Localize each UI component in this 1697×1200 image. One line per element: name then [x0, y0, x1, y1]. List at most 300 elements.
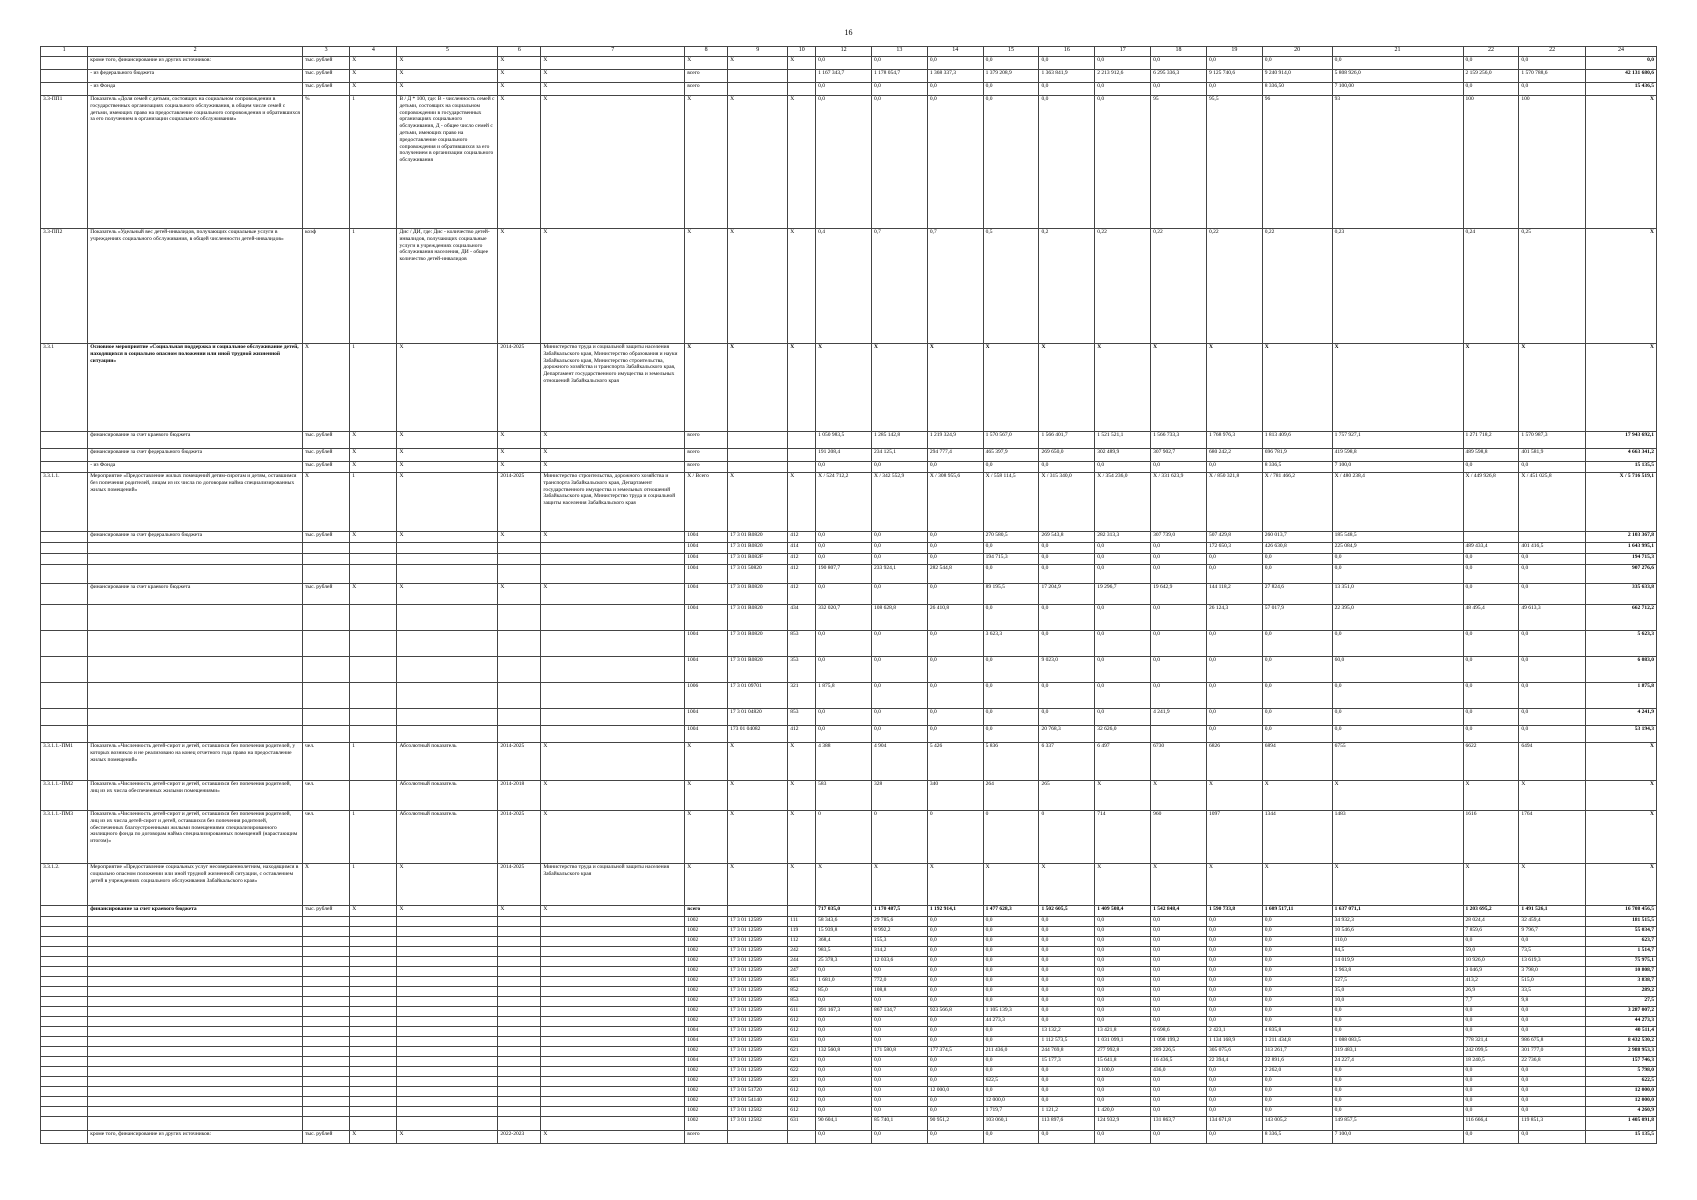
table-cell: 419 598,8 [1332, 449, 1463, 462]
table-cell: Х [788, 96, 816, 229]
table-cell: 1 219 324,9 [927, 432, 983, 449]
table-cell: 1 [350, 864, 397, 906]
table-cell [302, 1077, 349, 1087]
table-cell: 225 084,9 [1332, 543, 1463, 554]
table-cell [88, 631, 303, 657]
table-cell: 7 859,6 [1463, 927, 1519, 937]
total-cell: 335 633,8 [1585, 584, 1656, 605]
table-cell: 0,0 [1151, 1107, 1207, 1117]
table-cell: 0,0 [1039, 967, 1095, 977]
table-cell: 0,0 [927, 554, 983, 565]
table-cell [88, 1087, 303, 1097]
table-cell [88, 1107, 303, 1117]
table-cell [498, 657, 541, 683]
table-cell [350, 1097, 397, 1107]
table-cell [88, 554, 303, 565]
table-cell: Х [983, 864, 1039, 906]
table-cell [302, 605, 349, 631]
table-cell [728, 462, 788, 473]
table-cell [541, 1077, 685, 1087]
table-cell: Х [1206, 864, 1262, 906]
table-cell: 0,0 [927, 927, 983, 937]
table-cell: 426 630,8 [1262, 543, 1332, 554]
table-cell [541, 1027, 685, 1037]
table-cell: 0,0 [1151, 947, 1207, 957]
table-cell [498, 1097, 541, 1107]
table-cell: 0,0 [1463, 631, 1519, 657]
table-cell: 5 426 [927, 743, 983, 781]
table-cell: 0,0 [927, 683, 983, 709]
table-cell: чел. [302, 743, 349, 781]
column-number-cell: 21 [1332, 47, 1463, 57]
table-cell: Основное мероприятие «Социальная поддержка и социальное обслуживание детей, находящихся в социально опасном положении или иной трудной жизненной ситуации» [88, 344, 303, 432]
table-cell: 1004 [685, 532, 728, 543]
table-cell: 0,0 [1262, 631, 1332, 657]
table-cell: 0,0 [1206, 565, 1262, 584]
table-cell [41, 977, 88, 987]
total-cell: Х [1585, 96, 1656, 229]
table-cell: 10 546,6 [1332, 927, 1463, 937]
table-cell [302, 1027, 349, 1037]
table-cell: 0,0 [1206, 1017, 1262, 1027]
table-cell [541, 1087, 685, 1097]
table-cell: 621 [788, 1057, 816, 1067]
table-cell: 1 566 733,3 [1151, 432, 1207, 449]
table-cell: 515,0 [1519, 977, 1586, 987]
table-cell: 0,0 [1151, 957, 1207, 967]
table-cell: Х / Всего [685, 473, 728, 532]
table-cell: 103 060,1 [983, 1117, 1039, 1131]
table-cell: 412 [788, 554, 816, 565]
table-cell: 234 125,1 [871, 449, 927, 462]
table-cell: 0,0 [1039, 631, 1095, 657]
table-cell [498, 947, 541, 957]
table-cell: Х [1519, 781, 1586, 811]
table-cell [498, 605, 541, 631]
table-cell: 1 757 927,1 [1332, 432, 1463, 449]
table-cell: Х [1262, 864, 1332, 906]
table-cell: 0,0 [1095, 605, 1151, 631]
table-cell: 0,0 [1039, 543, 1095, 554]
table-cell: 332 020,7 [816, 605, 872, 631]
table-cell: 119 851,3 [1519, 1117, 1586, 1131]
table-cell: 0,0 [1519, 565, 1586, 584]
table-cell: Дис / ДИ, где: Дис - количество детей-инвалидов, получающих социальные услуги в учреждениях социального обслуживания населения, ДИ - общее количество детей-инвалидов [397, 229, 498, 344]
table-row [41, 1057, 1657, 1067]
table-cell: 1004 [685, 554, 728, 565]
table-row [41, 947, 1657, 957]
table-cell: 0,0 [1039, 927, 1095, 937]
table-cell: 0,0 [816, 709, 872, 726]
table-cell: 0,0 [1151, 1097, 1207, 1107]
table-cell: 0,0 [1332, 1067, 1463, 1077]
table-cell: 0,0 [871, 83, 927, 96]
column-number-cell: 20 [1262, 47, 1332, 57]
total-cell: Х [1585, 229, 1656, 344]
table-cell: 0,0 [871, 1131, 927, 1144]
table-cell: 1 363 841,9 [1039, 70, 1095, 83]
table-cell [498, 554, 541, 565]
table-cell: 111 [788, 917, 816, 927]
table-cell: 0,0 [1095, 997, 1151, 1007]
table-cell: 95 [1151, 96, 1207, 229]
table-cell: 0,0 [983, 657, 1039, 683]
table-row [41, 917, 1657, 927]
table-cell [541, 683, 685, 709]
table-cell: 1004 [685, 1037, 728, 1047]
table-cell: 90 604,1 [816, 1117, 872, 1131]
table-cell: 1 050 983,5 [816, 432, 872, 449]
table-cell [41, 543, 88, 554]
table-cell: 1764 [1519, 811, 1586, 864]
table-cell: Х [728, 743, 788, 781]
table-cell: Х [1519, 344, 1586, 432]
total-cell: 16 708 456,5 [1585, 906, 1656, 917]
table-cell: всего [685, 83, 728, 96]
table-cell: 0,0 [1519, 709, 1586, 726]
table-row [41, 657, 1657, 683]
table-cell: 0,0 [871, 1087, 927, 1097]
table-cell: 1002 [685, 1087, 728, 1097]
table-cell: 2 213 912,6 [1095, 70, 1151, 83]
total-cell: Х / 5 716 519,1 [1585, 473, 1656, 532]
table-cell: 3.3.1.1. [41, 473, 88, 532]
table-cell: Х [1262, 781, 1332, 811]
table-cell: 0,0 [1463, 1007, 1519, 1017]
table-cell [541, 565, 685, 584]
table-cell: Х / 524 712,2 [816, 473, 872, 532]
table-cell: Х / 342 552,9 [871, 473, 927, 532]
total-cell: 8 432 530,2 [1585, 1037, 1656, 1047]
table-cell: 4 241,9 [1151, 709, 1207, 726]
table-row [41, 462, 1657, 473]
page-number: 16 [844, 28, 853, 37]
table-cell [41, 57, 88, 70]
table-cell: 8 992,2 [871, 927, 927, 937]
table-cell: чел. [302, 781, 349, 811]
table-cell: финансирование за счет краевого бюджета [88, 906, 303, 917]
table-cell: 0,0 [871, 997, 927, 1007]
table-cell: 17 3 01 12589 [728, 917, 788, 927]
table-cell: 0,0 [816, 462, 872, 473]
table-cell: 1616 [1463, 811, 1519, 864]
table-cell: 0,0 [927, 57, 983, 70]
table-cell: 612 [788, 1027, 816, 1037]
table-cell [498, 1077, 541, 1087]
table-cell [498, 977, 541, 987]
table-cell [498, 1067, 541, 1077]
table-cell: 0,0 [1151, 631, 1207, 657]
table-cell: 17 3 01 12589 [728, 967, 788, 977]
table-cell [88, 657, 303, 683]
table-cell: Х / 451 025,8 [1519, 473, 1586, 532]
table-cell: Х [541, 781, 685, 811]
table-cell: всего [685, 432, 728, 449]
table-cell: - из федерального бюджета [88, 70, 303, 83]
table-cell: Х [397, 432, 498, 449]
table-cell [397, 1057, 498, 1067]
table-cell: 3 963,8 [1332, 967, 1463, 977]
table-row [41, 1037, 1657, 1047]
table-cell: 29 785,6 [871, 917, 927, 927]
table-cell: 0,0 [1262, 1087, 1332, 1097]
table-cell: Х [1206, 781, 1262, 811]
table-cell: 100 [1519, 96, 1586, 229]
table-cell: 0,0 [871, 543, 927, 554]
total-cell: 1 514,7 [1585, 947, 1656, 957]
table-cell: 0,0 [1519, 631, 1586, 657]
table-cell [397, 1047, 498, 1057]
table-cell: 0,23 [1332, 229, 1463, 344]
table-cell: 772,0 [871, 977, 927, 987]
table-cell: 0,0 [816, 1131, 872, 1144]
table-cell: 155,3 [871, 937, 927, 947]
table-row [41, 532, 1657, 543]
table-cell: 0,0 [871, 726, 927, 743]
table-cell: Х [788, 344, 816, 432]
table-cell: Х [728, 811, 788, 864]
table-cell: тыс. рублей [302, 432, 349, 449]
table-cell: 0,0 [1262, 683, 1332, 709]
table-cell: 9 796,7 [1519, 927, 1586, 937]
table-cell: 1002 [685, 1117, 728, 1131]
table-cell: 3.3-ПП1 [41, 96, 88, 229]
total-cell: 1 875,8 [1585, 683, 1656, 709]
table-cell [397, 997, 498, 1007]
table-cell: Х [728, 96, 788, 229]
table-cell: 9 023,0 [1039, 657, 1095, 683]
table-cell: 0,0 [1095, 1087, 1151, 1097]
total-cell: 10 808,7 [1585, 967, 1656, 977]
table-cell: 9,8 [1519, 997, 1586, 1007]
table-cell: 0,0 [1151, 57, 1207, 70]
table-cell: 0,0 [1519, 726, 1586, 743]
table-cell [788, 1131, 816, 1144]
table-cell [788, 449, 816, 462]
column-number-cell: 6 [498, 47, 541, 57]
table-cell: Х [498, 462, 541, 473]
table-cell: 0,0 [1332, 1107, 1463, 1117]
table-cell: 144 118,2 [1206, 584, 1262, 605]
table-cell [41, 70, 88, 83]
table-cell: 0,0 [1463, 709, 1519, 726]
table-cell: тыс. рублей [302, 70, 349, 83]
table-cell: 0,7 [871, 229, 927, 344]
table-cell: Х [541, 449, 685, 462]
table-cell [302, 977, 349, 987]
table-cell [41, 967, 88, 977]
table-cell: 0,0 [983, 1027, 1039, 1037]
table-cell [41, 605, 88, 631]
table-cell: 853 [788, 997, 816, 1007]
table-cell: 22 891,6 [1262, 1057, 1332, 1067]
table-cell: Х [350, 432, 397, 449]
table-cell [397, 937, 498, 947]
table-cell [498, 987, 541, 997]
table-cell: финансирование за счет федерального бюджета [88, 532, 303, 543]
table-cell [302, 937, 349, 947]
table-cell: 0,0 [927, 83, 983, 96]
table-cell [88, 1057, 303, 1067]
table-cell: 0,0 [1095, 657, 1151, 683]
table-cell: 17 3 01 12589 [728, 927, 788, 937]
table-cell: Х [1332, 344, 1463, 432]
table-cell [541, 1047, 685, 1057]
table-cell: 59,0 [1463, 947, 1519, 957]
total-cell: 55 034,7 [1585, 927, 1656, 937]
table-cell [41, 83, 88, 96]
table-cell: 0,0 [927, 462, 983, 473]
table-cell: 612 [788, 1087, 816, 1097]
table-cell [41, 1017, 88, 1027]
table-row [41, 1027, 1657, 1037]
table-cell: 1483 [1332, 811, 1463, 864]
table-cell [302, 1087, 349, 1097]
table-cell: 0 [1039, 811, 1095, 864]
total-cell: 17 943 692,1 [1585, 432, 1656, 449]
table-cell [541, 947, 685, 957]
table-cell: 0,0 [1463, 1017, 1519, 1027]
table-cell: 0,0 [927, 957, 983, 967]
table-cell: 0,0 [1039, 997, 1095, 1007]
table-cell [88, 1027, 303, 1037]
table-cell: 22 395,0 [1332, 605, 1463, 631]
table-cell: 0,0 [1463, 1097, 1519, 1107]
table-cell: 12 000,0 [983, 1097, 1039, 1107]
table-cell: Х [350, 1131, 397, 1144]
table-cell [788, 906, 816, 917]
total-cell: 5 798,0 [1585, 1067, 1656, 1077]
column-number-cell: 13 [871, 47, 927, 57]
table-cell: Х [350, 906, 397, 917]
table-cell: Министерство строительства, дорожного хозяйства и транспорта Забайкальского края, Департамент государственного имущества и земельных отношений Забайкальского края, Министерство труда и социальной защиты населения Забайкальского края [541, 473, 685, 532]
table-cell: 321 [788, 683, 816, 709]
table-cell: 17 3 01 12589 [728, 1037, 788, 1047]
table-cell: 0,0 [1519, 1017, 1586, 1027]
table-cell: 0,0 [1039, 1067, 1095, 1077]
total-cell: 907 276,6 [1585, 565, 1656, 584]
table-cell: 1 570 987,3 [1519, 432, 1586, 449]
table-cell: 1 768 976,3 [1206, 432, 1262, 449]
table-cell: Х [1095, 781, 1151, 811]
table-cell: 0,0 [927, 1057, 983, 1067]
table-cell: 1 637 071,1 [1332, 906, 1463, 917]
table-cell: 0,0 [1262, 565, 1332, 584]
column-number-cell: 10 [788, 47, 816, 57]
table-cell: 0,0 [816, 57, 872, 70]
table-cell: Х [498, 906, 541, 917]
table-cell: 0,0 [1039, 565, 1095, 584]
table-cell: 0,0 [983, 1057, 1039, 1067]
total-cell: Х [1585, 864, 1656, 906]
table-row [41, 781, 1657, 811]
table-cell: 8 336,5 [1262, 1131, 1332, 1144]
table-cell: 0,0 [1206, 1131, 1262, 1144]
table-cell [302, 1097, 349, 1107]
table-cell: Х [816, 344, 872, 432]
table-cell: тыс. рублей [302, 83, 349, 96]
table-cell: Показатель «Доля семей с детьми, состоящих на социальном сопровождении в государственных организациях социального обслуживания, в общем числе семей с детьми, имеющих право на предоставление социального сопровождения и обратившихся за его получением в организации социального обслуживания» [88, 96, 303, 229]
table-cell: 0,0 [927, 987, 983, 997]
table-cell: 57 017,9 [1262, 605, 1332, 631]
program-table [40, 46, 1657, 1144]
table-cell [302, 565, 349, 584]
table-cell: 211 436,0 [983, 1047, 1039, 1057]
table-cell: 1004 [685, 605, 728, 631]
table-cell: Х [983, 344, 1039, 432]
table-cell: 6622 [1463, 743, 1519, 781]
table-cell: 10,0 [1332, 997, 1463, 1007]
table-cell: 0,0 [1519, 57, 1586, 70]
table-cell: 0,0 [927, 726, 983, 743]
table-cell: 0,0 [1519, 657, 1586, 683]
table-cell: Абсолютный показатель [397, 781, 498, 811]
table-cell: 289 226,5 [1151, 1047, 1207, 1057]
table-cell: 391 167,3 [816, 1007, 872, 1017]
table-cell: 4 835,8 [1262, 1027, 1332, 1037]
table-cell: Х [1095, 864, 1151, 906]
table-cell: 0,0 [1206, 997, 1262, 1007]
table-cell: 3.3.1.2. [41, 864, 88, 906]
table-cell [88, 917, 303, 927]
table-cell [350, 1087, 397, 1097]
table-cell [41, 709, 88, 726]
table-row [41, 1131, 1657, 1144]
table-cell: 0,0 [871, 96, 927, 229]
table-cell [498, 1117, 541, 1131]
column-number-cell: 16 [1039, 47, 1095, 57]
table-cell: 0,0 [1463, 657, 1519, 683]
table-cell: Х / 480 238,4 [1332, 473, 1463, 532]
table-cell [302, 1107, 349, 1117]
table-cell [397, 1077, 498, 1087]
table-cell: 0,0 [927, 977, 983, 987]
table-row [41, 709, 1657, 726]
table-cell: 0,0 [816, 543, 872, 554]
table-cell: Х [498, 70, 541, 83]
table-cell [41, 462, 88, 473]
table-cell: 0,0 [1519, 1027, 1586, 1037]
table-cell: 0,0 [1463, 57, 1519, 70]
table-cell: 0,0 [1519, 1087, 1586, 1097]
total-cell: 622,5 [1585, 1077, 1656, 1087]
table-cell: Х [350, 584, 397, 605]
column-number-cell: 12 [816, 47, 872, 57]
table-cell [302, 543, 349, 554]
table-cell: 0,0 [1519, 554, 1586, 565]
table-cell: Х [350, 532, 397, 543]
table-cell: всего [685, 1131, 728, 1144]
table-cell: 7,7 [1463, 997, 1519, 1007]
table-cell: 0,0 [1463, 937, 1519, 947]
table-cell: 0,0 [1519, 1077, 1586, 1087]
table-cell [541, 631, 685, 657]
table-cell: 0,0 [983, 83, 1039, 96]
table-cell: 778 321,4 [1463, 1037, 1519, 1047]
table-cell: 0,0 [1095, 83, 1151, 96]
table-cell: 401 581,9 [1519, 449, 1586, 462]
table-cell: 851 [788, 977, 816, 987]
table-cell [350, 1017, 397, 1027]
table-cell: 302 489,9 [1095, 449, 1151, 462]
table-cell [41, 1107, 88, 1117]
column-number-cell: 22 [1463, 47, 1519, 57]
table-cell: 0,0 [983, 957, 1039, 967]
table-cell: Мероприятие «Предоставление социальных услуг несовершеннолетним, находящимся в социально опасном положении или иной трудной жизненной ситуации, с оставлением детей в учреждениях социального обслуживания Забайкальского края» [88, 864, 303, 906]
table-cell: 0,0 [1095, 57, 1151, 70]
table-cell [302, 957, 349, 967]
table-cell [350, 937, 397, 947]
